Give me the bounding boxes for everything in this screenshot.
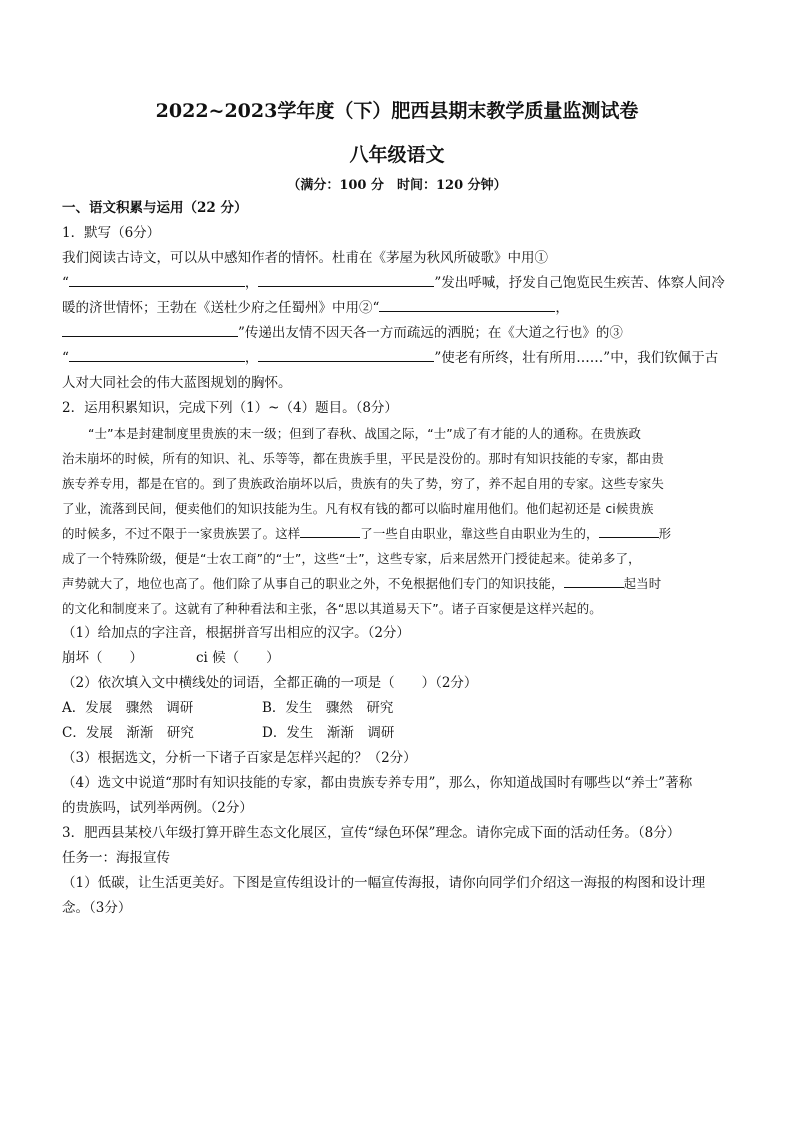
q1-line [62,296,732,321]
q1-line [62,321,732,346]
exam-title: 2022~2023学年度（下）肥西县期末教学质量监测试卷 [155,100,639,122]
passage-line: 了业，流落到民间，便卖他们的知识技能为生。凡有权有钱的都可以临时雇用他们。他们起初还是 ci候贵族 [62,501,654,516]
q3-sub1: 念。（3分） [62,900,132,916]
choice-row [62,696,732,721]
text: 形 [658,526,672,541]
fill-blank[interactable] [599,523,659,538]
text: 起当时 [623,576,662,591]
choice-row [62,721,732,746]
fill-blank[interactable] [69,272,245,287]
fill-blank[interactable] [300,523,360,538]
passage-line [62,521,732,546]
section-heading: 一、语文积累与运用（22 分） [62,200,248,216]
text: 了一些自由职业，靠这些自由职业为生的， [360,526,599,541]
fill-blank[interactable] [69,347,245,362]
q1-line: 人对大同社会的伟大蓝图规划的胸怀。 [62,375,292,391]
passage-line: 治未崩坏的时候，所有的知识、礼、乐等等，都在贵族手里，平民是没份的。那时有知识技能的专家，都由贵 [62,451,664,466]
text: 的时候多，不过不限于一家贵族罢了。这样 [62,526,301,541]
passage-line [62,571,732,596]
choice-b[interactable]: B．发生 骤然 研究 [262,700,394,716]
text: ， [244,275,259,291]
q2-sub3: （3）根据选文，分析一下诸子百家是怎样兴起的？（2分） [62,750,417,766]
q1-line [62,271,732,296]
q1-line [62,346,732,371]
q1-line: 我们阅读古诗文，可以从中感知作者的情怀。杜甫在《茅屋为秋风所破歌》中用① [62,250,548,266]
passage-line: 成了一个特殊阶级，便是“士农工商”的“士”，这些“士”，这些专家，后来居然开门授徒起来。徒弟多了， [62,551,641,566]
q2-title: 2．运用积累知识，完成下列（1）~（4）题目。（8分） [62,400,398,416]
passage-line: “士”本是封建制度里贵族的末一级；但到了春秋、战国之际，“士”成了有才能的人的通称。在贵族政 [88,426,641,441]
q3-title: 3．肥西县某校八年级打算开辟生态文化展区，宣传“绿色环保”理念。请你完成下面的活动任务。（8分） [62,825,681,841]
q2-sub1: （1）给加点的字注音，根据拼音写出相应的汉字。（2分） [62,625,410,641]
text: ”发出呼喊，抒发自己饱览民生疾苦、体察人间冷 [434,275,725,291]
pinyin-item: 崩坏（ ） [62,650,143,666]
fill-blank[interactable] [564,573,624,588]
q2-sub4: （4）选文中说道“那时有知识技能的专家，都由贵族专养专用”，那么，你知道战国时有哪些以“养士”著称 [62,775,693,791]
text: ， [244,350,259,366]
q1-title: 1．默写（6分） [62,225,161,241]
passage-line: 的文化和制度来了。这就有了种种看法和主张，各“思以其道易天下”。诸子百家便是这样兴起的。 [62,601,602,616]
text: ， [555,300,569,316]
q2-sub1-items [62,646,732,671]
fill-blank[interactable] [258,347,434,362]
exam-subtitle: 八年级语文 [349,144,445,166]
q3-sub1: （1）低碳，让生活更美好。下图是宣传组设计的一幅宣传海报，请你向同学们介绍这一海报的构图和设计理 [62,875,706,891]
choice-a[interactable]: A．发展 骤然 调研 [62,700,194,716]
text: “ [62,275,69,291]
pinyin-item: ci 候（ ） [196,650,280,666]
q3-task1: 任务一：海报宣传 [62,850,170,866]
text: ”传递出友情不因天各一方而疏远的洒脱；在《大道之行也》的③ [238,325,623,341]
choice-c[interactable]: C．发展 渐渐 研究 [62,725,194,741]
q2-sub2: （2）依次填入文中横线处的词语，全都正确的一项是（ ）（2分） [62,675,478,691]
score-time-info: （满分：100 分 时间：120 分钟） [287,178,507,193]
choice-d[interactable]: D．发生 渐渐 调研 [262,725,395,741]
fill-blank[interactable] [62,322,238,337]
exam-content [62,196,732,921]
q2-sub4: 的贵族吗，试列举两例。（2分） [62,800,253,816]
text: 暖的济世情怀；王勃在《送杜少府之任蜀州》中用②“ [62,300,380,316]
fill-blank[interactable] [258,272,434,287]
text: ”使老有所终，壮有所用……”中，我们钦佩于古 [434,350,719,366]
text: “ [62,350,69,366]
passage-line: 族专养专用，都是在官的。到了贵族政治崩坏以后，贵族有的失了势，穷了，养不起自用的专家。这些专家失 [62,476,664,491]
fill-blank[interactable] [379,297,555,312]
text: 声势就大了，地位也高了。他们除了从事自己的职业之外，不免根据他们专门的知识技能， [62,576,564,591]
